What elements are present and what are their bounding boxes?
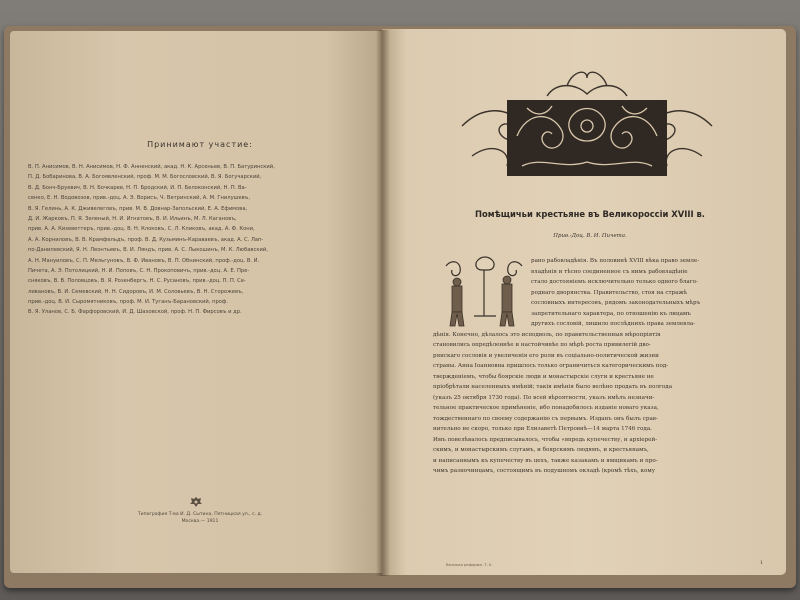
body-line: запретительнаго характера, по отношенію къ лицамъ (531, 310, 691, 317)
participants-line: В. Д. Бонч-Бруевич, В. Н. Бочкарев, Н. П. Бродский, И. П. Белоконский, Н. П. Ва- (28, 184, 247, 191)
body-line: сословныхъ интересовъ, рядомъ законодательныхъ мѣръ (531, 300, 701, 306)
participants-line: Д. И. Жарковъ, П. Я. Зеленый, Н. И. Игнатовъ, В. И. Ильинъ, М. Л. Кагановъ, (28, 215, 237, 222)
body-line: нительно не скоро, только при Елизаветѣ Петровнѣ—14 марта 1746 года. (433, 426, 652, 432)
body-line: (указъ 25 октября 1730 года). По всей вѣроятности, указъ имѣлъ незначи- (433, 394, 655, 401)
printer-imprint (130, 512, 270, 525)
body-line: рянскаго сословія и увеличенія его роли въ соціально-политической жизни (433, 352, 659, 359)
body-line: роднаго дворянства. Правительство, стоя на стражѣ (531, 289, 687, 296)
book-gutter (376, 30, 390, 576)
participants-line: ливановъ, В. И. Семевский, Н. Н. Сидоровъ, И. М. Соловьевъ, В. Н. Сторожевъ, (28, 288, 244, 295)
participants-line: В. П. Анисимов, В. Н. Анисимов, Н. Ф. Анненский, акад. Н. К. Арсеньев, В. П. Батуринский, (28, 164, 275, 170)
participants-line: сняковъ, В. В. Половцовъ, В. Я. Розенбергъ, Н. С. Русановъ, прив.-доц. П. П. Се- (28, 278, 246, 285)
participants-line: В. Я. Уланов, С. Б. Фарфоровский, И. Д. Шаховской, проф. Н. П. Фирсовъ и др. (28, 309, 242, 316)
body-line: твержденіемъ, чтобы боярскіе люди и монастырскіе слуги и крестьяне не (433, 373, 654, 380)
body-line: тельное практическое примѣненіе, ибо понадобилось изданіе новаго указа, (433, 405, 659, 411)
footnote: Великая реформа. Т. II. (446, 562, 493, 567)
participants-line: прив.-доц. В. И. Сыромятниковъ, проф. М. И. Туганъ-Барановский, проф. (28, 299, 229, 306)
imprint-line: Москва.— 1911 (181, 518, 219, 524)
participants-line: А. А. Корниловъ, В. В. Крамфельдъ, проф. В. Д. Кузьминъ-Караваевъ, акад. А. С. Лап- (28, 236, 264, 243)
body-line: дѣнія. Конечно, дѣлалось это исподволь, по правительственныя мѣропріятія (433, 331, 661, 338)
participants-line: В. Я. Гелинь, А. К. Дживелеговъ, прив. М. В. Довнар-Запольский, Е. А. Ефимова, (28, 205, 248, 212)
body-line: рано рабовладѣнія. Въ половинѣ XVIII вѣка право земле- (531, 258, 700, 264)
participants-line: П. Д. Бобаринова, В. А. Богоявленский, проф. М. М. Богословский, В. Я. Богучарский, (28, 174, 262, 181)
body-line: страны. Анна Іоанновна пришлось только ограничиться категорическимъ под- (433, 363, 669, 369)
body-line: пріобрѣтали населенныхъ имѣній; такія имѣнія было велѣно продать въ полгода (433, 384, 673, 390)
participants-heading: Принимают участие: (147, 140, 253, 149)
article-body (433, 256, 741, 477)
body-line: другихъ сословій, лишило послѣднихъ права землевла- (531, 321, 696, 327)
participants-line: по-Данилевский, Я. Н. Леонтьевъ, В. И. Ляндъ, прив. А. С. Лыкошинъ, М. К. Любавский, (28, 247, 268, 254)
imprint-line: Типография Т-ва И. Д. Сытина, Пятницкая ул., с. д. (137, 512, 263, 517)
body-line: скимъ, и монастырскимъ слугамъ, и боярскимъ людямъ, и крестьянамъ, (433, 447, 649, 453)
participants-line: Пичета, А. Э. Потолицкий, Н. И. Поповъ, С. Н. Прокоповичъ, прив.-доц. А. Е. Пре- (28, 267, 250, 274)
participants-line: прив. А. А. Кизеветтеръ, прив.-доц. В. Н. Клоковъ, С. Л. Кликовъ, акад. А. Ф. Кони, (28, 226, 255, 233)
article-author: Прив.-Доц. В. И. Пичета. (553, 233, 627, 239)
body-line: чимъ разночинцамъ, состоящимъ въ подушномъ окладѣ (кромѣ тѣхъ, кому (433, 468, 655, 474)
body-line: и написаннымъ къ купечеству въ цехъ, также казакамъ и ямщикамъ и про- (433, 457, 658, 464)
participants-line: сенко, Е. Н. Водовозов, прив.-доц. А. Э. Ворисъ, Ч. Ветринский, А. М. Гнилушевъ, (28, 195, 250, 202)
printer-crest-icon (189, 496, 203, 508)
body-line: стало достояніемъ исключительно только одного благо- (531, 279, 698, 285)
article-title: Помѣщичьи крестьяне въ Великороссіи XVIII в. (475, 209, 705, 219)
body-line: становились опредѣленнѣе и настойчивѣе по мѣрѣ роста привилегій дво- (433, 342, 651, 348)
page-number: 1 (760, 560, 764, 566)
body-line: тождественнаго по своему содержанію съ первымъ. Изданъ онъ былъ срав- (433, 415, 658, 422)
participants-line: А. Н. Мануиловъ, С. П. Мельгуновъ, В. Ф. Ивановъ, В. П. Обнинский, проф.-доц. В. И. (28, 257, 260, 264)
headpiece-ornament-icon (452, 66, 722, 184)
body-line: владѣнія и тѣсно соединенное съ нимъ рабовладѣніе (531, 268, 688, 275)
participants-list (28, 162, 358, 318)
body-line: Имъ повелѣвалось предписывалось, чтобы «впредь купечеству, и архіерей- (433, 436, 658, 443)
